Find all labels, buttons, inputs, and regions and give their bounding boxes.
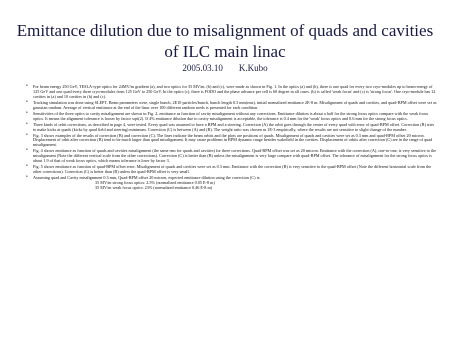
result-line-weak: 35 MV/m weak focus optics: 23% (normalized emittance 0.46 E-8 m) (95, 184, 213, 190)
date-label: 2005.03.10 (182, 63, 223, 73)
title-line-1: Emittance dilution due to misalignment of quads and cavities (16, 21, 434, 40)
slide-subtitle (0, 63, 450, 74)
bullet-item: • Fig. 3 shows examples of the results of correction (B) and correction (C). The lines indicate the beam orbits and the plots are positions of quads. Misalignment of quads and cavities were set as 0.3 mm and quad-BPM offset 20 micron. Displacement of orbit after correction (B) tend to be much larger than quad misalignment. It may cause problems in BPM dynamic range besides wakefield in the cavities. Displacement of orbits after correction (C) are in the range of quad misalignment. (26, 134, 438, 149)
bullet-item-summary (26, 176, 438, 191)
result-line-strong: 35 MV/m strong focus optics: 2.5% (normalized emittance 0.05 E-8 m) (95, 179, 215, 185)
summary-text: Assuming quad and Cavity misalignment 0.3 mm, Quad-BPM offset 20 micron, expected emittance dilution using the correction (C) is: (33, 175, 261, 181)
title-line-2: of ILC main linac (164, 42, 286, 61)
bullet-item: • Fig. 5 shows emittance as function of quad-BPM offset error. Misalignment of quads and cavities were set as 0.3 mm. Emittance with the correction (B) is very sensitive to the quad-BPM offset (Note the different horizontal scale from the other corrections). Correction (C) is better than (B) unless the quad-BPM offset is very small. (26, 165, 438, 175)
bullet-item: • Tracking simulation was done using SLEPT. Beam parameters were, single bunch, 2E10 particles/bunch, bunch length 0.3 mm(rms), initial normalized emittance 2E-8 m. Misalignment of quads and cavities, and quad-BPM offset were set as gaussian random. Average of vertical emittance at the end of the linac over 100 different random seeds is presented for each condition. (26, 101, 438, 111)
bullet-item: • Sensitivities of the three optics to cavity misalignment are shown in Fig. 2, emittance as function of cavity misalignment without any corrections. Emittance dilution is about a half for the strong focus optics compare with the weak focus optics. It means the alignment tolerance is looser by factor sqrt(2). If 4% emittance dilution due to cavity misalignment is acceptable, the tolerance is 0.4 mm for the 'weak' focus optics and 0.6 mm for the strong focus optics. (26, 112, 438, 122)
bullet-item: • Three kinds of orbit corrections, as described in page 4, were tested. Every quad was assumed to have a BPM and a steering. Correction (A) the orbit goes through the center of every quad with error of quad-BPM offset. Correction (B) tries to make kicks at quads (kicks by quad field and steering) minimum. Correction (C) is between (A) and (B). The weight ratio was chosen as 1E-3 empirically, where the results are not sensitive to slight change of the number. (26, 123, 438, 133)
author-label: K.Kubo (238, 63, 268, 73)
bullet-item: • For beam energy 250 GeV, TESLA-type optics for 24MV/m gradient (a), and two optics for 35 MV/m, (b) and (c), were made as shown in Fig. 1. In the optics (a) and (b), there is one quad for every two cryo-modules up to beam energy of 125 GeV and one quad every three cryo-modules from 125 GeV to 250 GeV. In the optics (c), there is FODO and the phase advance per cell is 60 degree in all cases. (b) is called 'weak focus' and (c) is 'strong focus'. One cryo-module has 12 cavities in (a) and 10 cavities in (b) and (c). (26, 85, 438, 100)
slide-title (0, 20, 450, 62)
bullet-list (26, 85, 438, 192)
bullet-item: • Fig. 4 shows emittance as function of quads and cavities misalignment (the same rms for quads and cavities) for three corrections. Quad-BPM offset was set as 20 micron. Emittance with the correction (A), one-to-one, is very sensitive to the misalignment (Note the different vertical scale from the other corrections). Correction (C) is better than (B) unless the misalignment is very large compare with quad-BPM offset. The tolerance of misalignment for the strong focus optics is about 1.9 of that of weak focus optics, which means tolerance is loser by factor 3. (26, 149, 438, 164)
